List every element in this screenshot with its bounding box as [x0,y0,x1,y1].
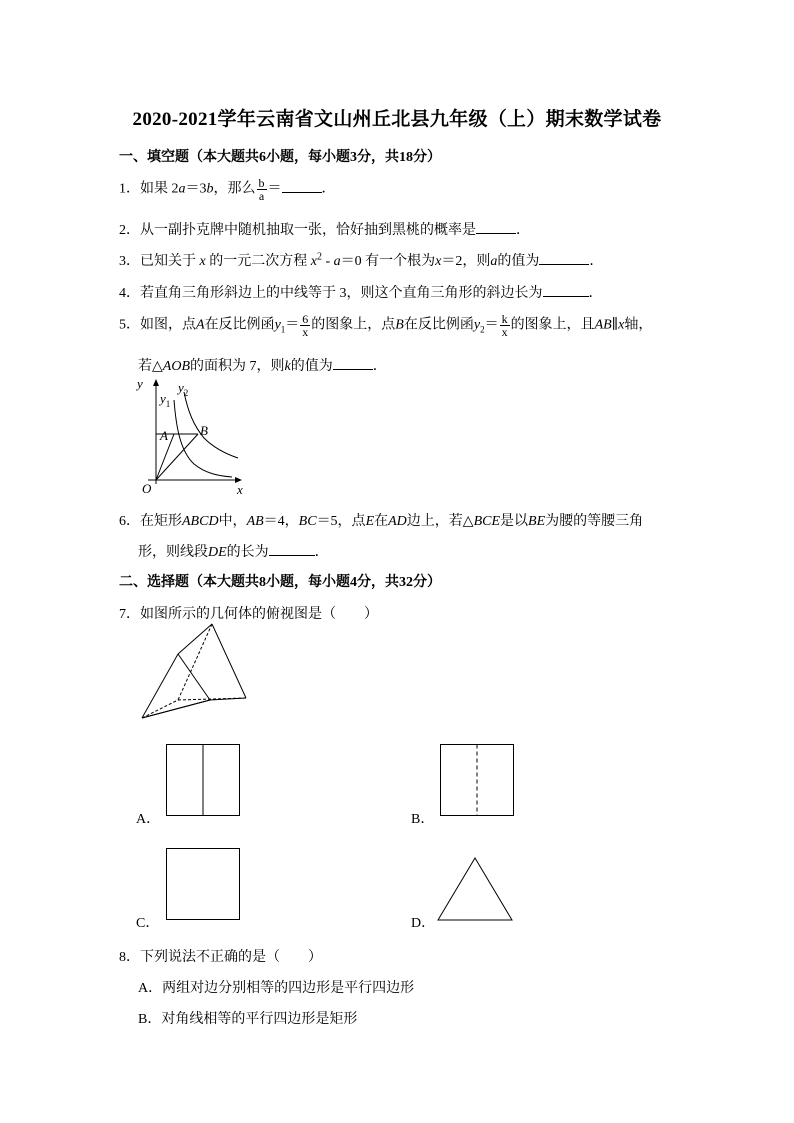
section-multiple-choice: 二、选择题（本大题共8小题，每小题4分，共32分） [119,575,441,590]
curve-y2 [184,392,238,458]
option-D-figure[interactable] [437,857,513,921]
answer-blank [543,284,589,297]
question-3: 3．已知关于 x 的一元二次方程 $x^2 - a=0$ 有一个根为x＝2，则a的值为 ． [119,251,604,269]
section-fill-in: 一、填空题（本大题共6小题，每小题3分，共18分） [119,150,441,165]
figure-inverse-proportion-graph [134,376,254,498]
figure-triangular-prism [138,620,250,722]
y-axis-arrow [153,379,159,386]
question-1: 1．如果 2a＝3b，那么 $\frac{b}{a}$ ＝ ． [119,176,336,203]
label-point-B: B [200,423,208,438]
question-5: 5．如图，点A在反比例函$y_1=$ $\frac{6}{x}$ 的图象上，点B在反比例函$y_2=$ $\frac{k}{x}$ 的图象上，且AB∥x轴， [119,312,653,339]
question-8: 8．下列说法不正确的是（ ） [119,950,322,965]
question-6: 6．在矩形ABCD中，AB＝4，BC＝5，点E在AD边上，若△BCE是以BE为腰的等腰三角 [119,514,644,529]
label-curve-y1: $y_1$ [160,391,171,409]
fraction-b-over-a: $\frac{b}{a}$ [258,176,265,203]
curve-y1 [174,400,232,477]
option-C-figure[interactable] [166,848,240,920]
question-7: 7．如图所示的几何体的俯视图是（ ） [119,607,378,622]
question-8-option-B[interactable]: B．对角线相等的平行四边形是矩形 [138,1012,358,1027]
option-label-A[interactable]: A． [136,812,161,827]
question-4: 4．若直角三角形斜边上的中线等于 3，则这个直角三角形的斜边长为 ． [119,286,603,301]
answer-blank [333,357,373,370]
option-label-C[interactable]: C． [136,916,160,931]
answer-blank [539,252,589,265]
question-5-line-2: 若△AOB的面积为 7，则k的值为 ． [138,359,387,374]
question-6-line-2: 形，则线段DE的长为 ． [138,545,329,560]
question-8-option-A[interactable]: A．两组对边分别相等的四边形是平行四边形 [138,981,415,996]
label-y-axis: y [137,376,143,391]
label-point-A: A [160,428,168,443]
label-origin: O [142,481,152,496]
answer-blank [282,180,322,193]
question-2: 2．从一副扑克牌中随机抽取一张，恰好抽到黑桃的概率是 ． [119,223,530,238]
page-title: 2020-2021学年云南省文山州丘北县九年级（上）期末数学试卷 [132,109,662,130]
answer-blank [269,543,315,556]
option-label-D[interactable]: D． [411,916,436,931]
option-A-figure[interactable] [166,744,240,816]
label-curve-y2: $y_2$ [178,380,189,398]
label-x-axis: x [237,482,243,497]
option-label-B[interactable]: B． [411,812,435,827]
fraction-6-over-x: $\frac{6}{x}$ [302,312,309,339]
answer-blank [476,221,516,234]
fraction-k-over-x: $\frac{k}{x}$ [501,312,508,339]
option-B-figure[interactable] [440,744,514,816]
